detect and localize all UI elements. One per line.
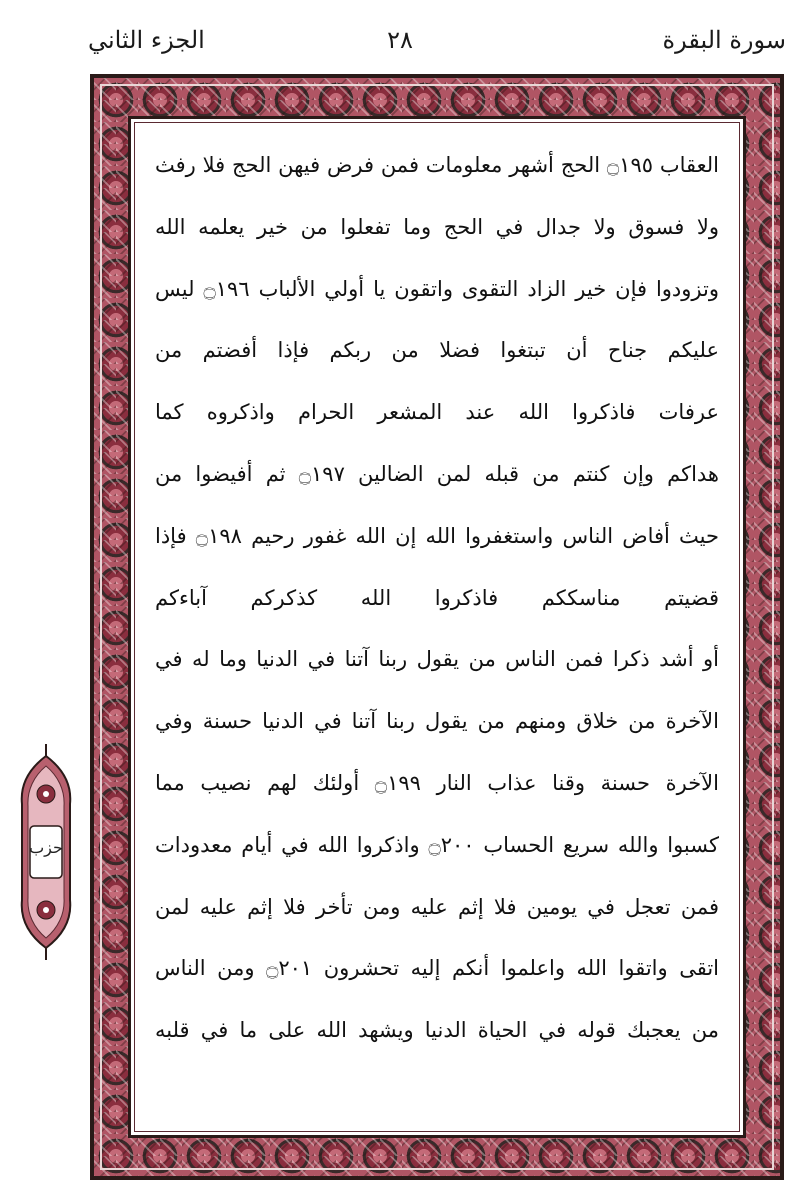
- verse-block: [155, 135, 719, 1111]
- ornamental-border: [90, 74, 784, 1180]
- verse-line-2: ولا فسوق ولا جدال في الحج وما تفعلوا من خير يعلمه الله: [155, 214, 719, 239]
- verse-line-12: كسبوا والله سريع الحساب ۝٢٠٠ واذكروا الله في أيام معدودات: [155, 832, 719, 857]
- hizb-marker: [18, 744, 74, 960]
- juz-name: الجزء الثاني: [88, 26, 205, 54]
- verse-line-11: الآخرة حسنة وقنا عذاب النار ۝١٩٩ أولئك لهم نصيب مما: [155, 770, 719, 795]
- page-number: ٢٨: [387, 26, 413, 54]
- verse-line-13: فمن تعجل في يومين فلا إثم عليه ومن تأخر فلا إثم عليه لمن: [155, 894, 719, 919]
- verse-line-1: العقاب ۝١٩٥ الحج أشهر معلومات فمن فرض فيهن الحج فلا رفث: [155, 153, 719, 177]
- verse-line-3: وتزودوا فإن خير الزاد التقوى واتقون يا أولي الألباب ۝١٩٦ ليس: [155, 276, 719, 301]
- page-header: [0, 0, 800, 70]
- verse-line-14: اتقى واتقوا الله واعلموا أنكم إليه تحشرون ۝٢٠١ ومن الناس: [155, 956, 719, 981]
- verse-line-9: أو أشد ذكرا فمن الناس من يقول ربنا آتنا في الدنيا وما له في: [155, 647, 719, 672]
- verse-line-7: حيث أفاض الناس واستغفروا الله إن الله غفور رحيم ۝١٩٨ فإذا: [155, 523, 719, 548]
- verse-line-8: قضيتم مناسككم فاذكروا الله كذكركم آباءكم: [155, 585, 719, 610]
- verse-line-6: هداكم وإن كنتم من قبله لمن الضالين ۝١٩٧ ثم أفيضوا من: [155, 461, 719, 486]
- verse-line-15: من يعجبك قوله في الحياة الدنيا ويشهد الله على ما في قلبه: [155, 1018, 719, 1043]
- verse-line-5: عرفات فاذكروا الله عند المشعر الحرام واذكروه كما: [155, 400, 719, 425]
- hizb-label: حزب: [29, 838, 63, 857]
- verse-line-10: الآخرة من خلاق ومنهم من يقول ربنا آتنا في الدنيا حسنة وفي: [155, 709, 719, 734]
- text-panel: [128, 116, 746, 1138]
- verse-line-4: عليكم جناح أن تبتغوا فضلا من ربكم فإذا أفضتم من: [155, 338, 719, 363]
- surah-name: سورة البقرة: [662, 26, 786, 54]
